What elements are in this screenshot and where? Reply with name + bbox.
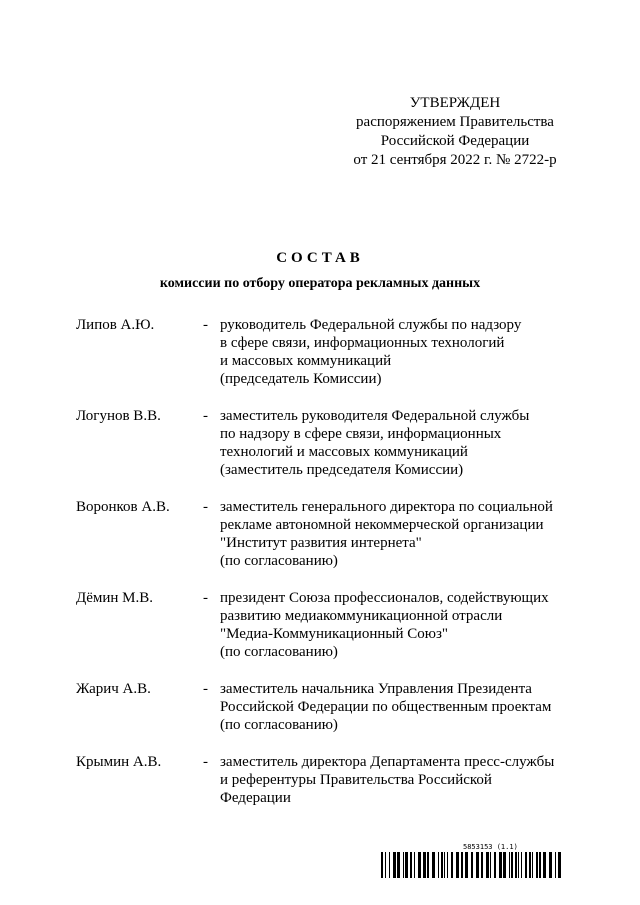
barcode-code: 5853153 (1.1): [463, 843, 518, 851]
member-duty: [220, 680, 576, 734]
barcode-bar: [389, 852, 390, 878]
duty-line: (заместитель председателя Комиссии): [220, 462, 464, 478]
member-name: Жарич А.В.: [76, 681, 151, 697]
duty-line: президент Союза профессионалов, содействующих: [220, 590, 549, 606]
barcode-bar: [532, 852, 533, 878]
barcode-bar: [476, 852, 479, 878]
barcode-bar: [461, 852, 463, 878]
barcode-bar: [405, 852, 408, 878]
duty-line: заместитель директора Департамента пресс-службы: [220, 754, 555, 770]
barcode-bar: [518, 852, 519, 878]
duty-line: "Медиа-Коммуникационный Союз": [220, 626, 448, 642]
barcode-bar: [381, 852, 383, 878]
duty-line: и референтуры Правительства Российской: [220, 772, 492, 788]
barcode-bar: [423, 852, 426, 878]
barcode-bar: [447, 852, 448, 878]
barcode-bar: [418, 852, 421, 878]
member-name: Липов А.Ю.: [76, 317, 155, 333]
member-duty: [220, 316, 576, 388]
barcode-bar: [539, 852, 541, 878]
duty-line: в сфере связи, информационных технологий: [220, 335, 505, 351]
dash-separator: -: [203, 681, 208, 697]
approval-line: распоряжением Правительства: [356, 114, 554, 130]
member-entry: [76, 753, 576, 807]
barcode-bar: [503, 852, 506, 878]
duty-line: Федерации: [220, 790, 291, 806]
duty-line: и массовых коммуникаций: [220, 353, 392, 369]
barcode-bar: [529, 852, 531, 878]
duty-line: (по согласованию): [220, 644, 338, 660]
barcode-bar: [397, 852, 400, 878]
barcode-bar: [515, 852, 517, 878]
dash-separator: -: [203, 499, 208, 515]
barcode-bar: [471, 852, 473, 878]
barcode-bar: [525, 852, 527, 878]
barcode-bar: [403, 852, 404, 878]
member-duty: [220, 407, 576, 479]
approval-line: Российской Федерации: [380, 133, 530, 149]
barcode-bar: [481, 852, 483, 878]
duty-line: заместитель генерального директора по социальной: [220, 499, 553, 515]
dash-separator: -: [203, 317, 208, 333]
barcode-bar: [486, 852, 489, 878]
barcode-bar: [451, 852, 453, 878]
barcode-bar: [438, 852, 439, 878]
dash-separator: -: [203, 408, 208, 424]
dash-separator: -: [203, 590, 208, 606]
member-entry: [76, 589, 576, 661]
duty-line: Российской Федерации по общественным проектам: [220, 699, 552, 715]
barcode-bar: [410, 852, 412, 878]
barcode-bar: [558, 852, 561, 878]
member-duty: [220, 753, 576, 807]
duty-line: рекламе автономной некоммерческой организации: [220, 517, 544, 533]
duty-line: (по согласованию): [220, 717, 338, 733]
barcode-bar: [427, 852, 429, 878]
approval-date-number: от 21 сентября 2022 г. № 2722-р: [353, 152, 557, 168]
member-entry: [76, 498, 576, 570]
barcode-bar: [441, 852, 443, 878]
member-name: Крымин А.В.: [76, 754, 162, 770]
barcode-bar: [494, 852, 496, 878]
barcode-bar: [414, 852, 415, 878]
duty-line: (председатель Комиссии): [220, 371, 382, 387]
duty-line: (по согласованию): [220, 553, 338, 569]
duty-line: "Институт развития интернета": [220, 535, 422, 551]
barcode-bar: [499, 852, 502, 878]
barcode-bar: [549, 852, 552, 878]
duty-line: развитию медиакоммуникационной отрасли: [220, 608, 503, 624]
document-barcode: [381, 843, 563, 879]
barcode-bar: [543, 852, 546, 878]
barcode-bar: [444, 852, 445, 878]
approval-block: [330, 94, 580, 170]
document-heading: СОСТАВ: [276, 250, 364, 266]
member-name: Логунов В.В.: [76, 408, 161, 424]
barcode-bar: [521, 852, 522, 878]
member-entry: [76, 316, 576, 388]
members-list: [76, 316, 576, 826]
barcode-bar: [511, 852, 513, 878]
duty-line: по надзору в сфере связи, информационных: [220, 426, 502, 442]
barcode-bar: [555, 852, 556, 878]
member-name: Дёмин М.В.: [76, 590, 154, 606]
duty-line: заместитель руководителя Федеральной службы: [220, 408, 530, 424]
barcode-bar: [432, 852, 435, 878]
barcode-bar: [490, 852, 491, 878]
duty-line: руководитель Федеральной службы по надзору: [220, 317, 522, 333]
member-entry: [76, 680, 576, 734]
barcode-bar: [536, 852, 538, 878]
duty-line: заместитель начальника Управления Президента: [220, 681, 532, 697]
barcode-bars: [381, 852, 563, 878]
member-entry: [76, 407, 576, 479]
member-name: Воронков А.В.: [76, 499, 170, 515]
document-subheading: комиссии по отбору оператора рекламных данных: [159, 276, 481, 291]
barcode-bar: [385, 852, 386, 878]
dash-separator: -: [203, 754, 208, 770]
member-duty: [220, 589, 576, 661]
duty-line: технологий и массовых коммуникаций: [220, 444, 468, 460]
barcode-bar: [393, 852, 396, 878]
approval-title: УТВЕРЖДЕН: [409, 95, 501, 111]
member-duty: [220, 498, 576, 570]
barcode-bar: [456, 852, 459, 878]
barcode-bar: [465, 852, 468, 878]
barcode-bar: [509, 852, 510, 878]
